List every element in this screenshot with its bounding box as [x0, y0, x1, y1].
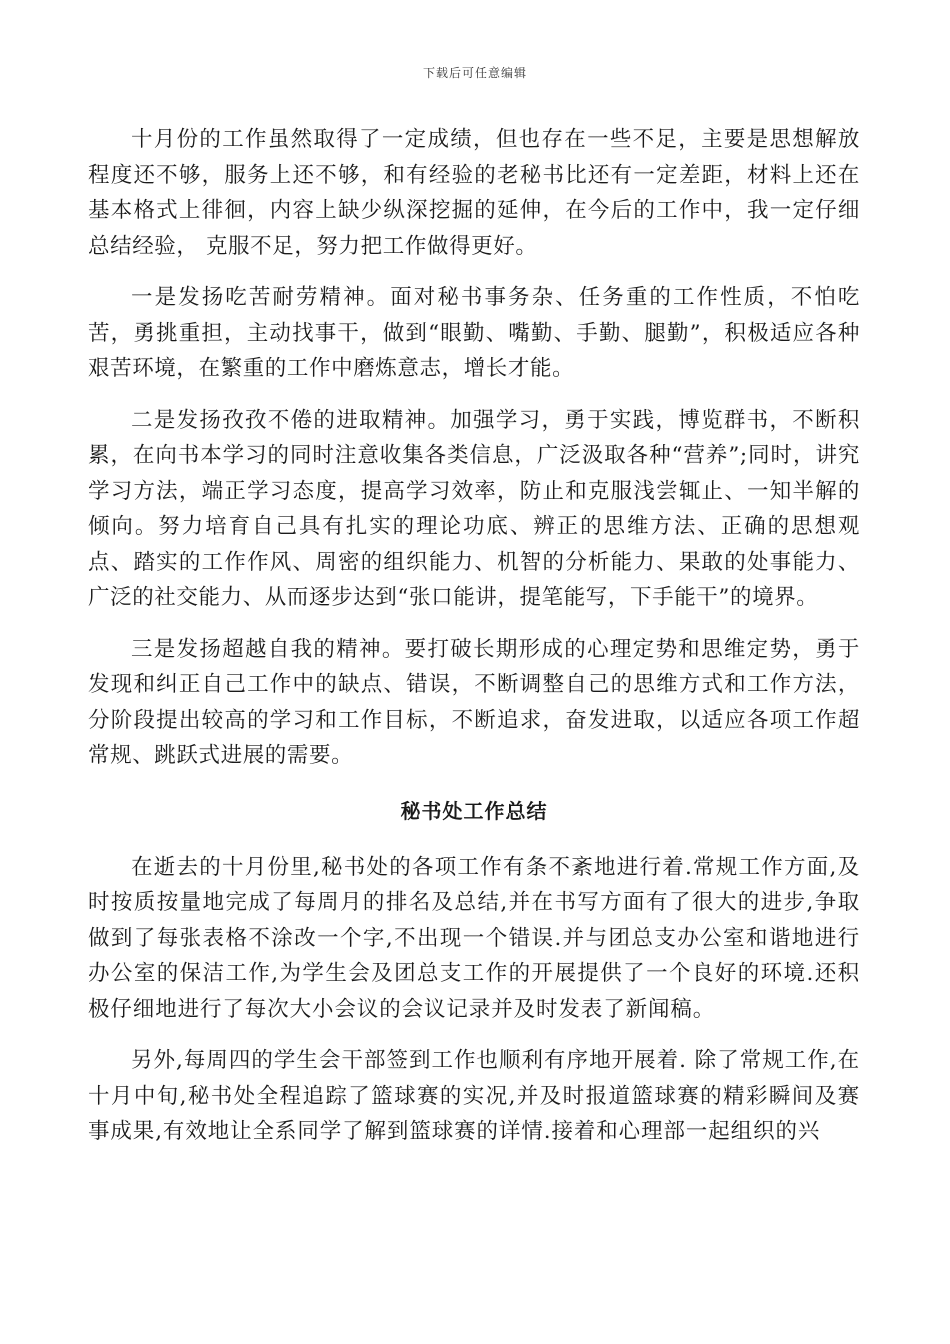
paragraph: 在逝去的十月份里,秘书处的各项工作有条不紊地进行着.常规工作方面,及时按质按量地完成了每周月的排名及总结,并在书写方面有了很大的进步,争取做到了每张表格不涂改一个字,不出现一个错误.并与团总支办公室和谐地进行办公室的保洁工作,为学生会及团总支工作的开展提供了一个良好的环境.还积极仔细地进行了每次大小会议的会议记录并及时发表了新闻稿。 — [88, 854, 860, 1022]
paragraph: 另外,每周四的学生会干部签到工作也顺利有序地开展着. 除了常规工作,在十月中旬,秘书处全程追踪了篮球赛的实况,并及时报道篮球赛的精彩瞬间及赛事成果,有效地让全系同学了解到篮球赛的详情.接着和心理部一起组织的兴 — [88, 1048, 860, 1144]
section-title: 秘书处工作总结 — [400, 798, 548, 823]
paragraph: 二是发扬孜孜不倦的进取精神。加强学习，勇于实践，博览群书，不断积累，在向书本学习的同时注意收集各类信息，广泛汲取各种“营养”;同时，讲究学习方法，端正学习态度，提高学习效率，防止和克服浅尝辄止、一知半解的倾向。努力培育自己具有扎实的理论功底、辨正的思维方法、正确的思想观点、踏实的工作作风、周密的组织能力、机智的分析能力、果敢的处事能力、广泛的社交能力、从而逐步达到“张口能讲，提笔能写，下手能干”的境界。 — [88, 407, 860, 610]
document-body — [88, 122, 860, 1150]
paragraph: 一是发扬吃苦耐劳精神。面对秘书事务杂、任务重的工作性质，不怕吃苦，勇挑重担，主动找事干，做到“眼勤、嘴勤、手勤、腿勤”，积极适应各种艰苦环境，在繁重的工作中磨炼意志，增长才能。 — [88, 285, 860, 381]
section-summary — [88, 122, 860, 774]
header-note: 下载后可任意编辑 — [422, 66, 527, 80]
section-secretariat — [88, 796, 860, 1150]
paragraph: 十月份的工作虽然取得了一定成绩，但也存在一些不足，主要是思想解放程度还不够，服务上还不够，和有经验的老秘书比还有一定差距，材料上还在基本格式上徘徊，内容上缺少纵深挖掘的延伸，在今后的工作中，我一定仔细总结经验， 克服不足，努力把工作做得更好。 — [88, 127, 860, 259]
paragraph: 三是发扬超越自我的精神。要打破长期形成的心理定势和思维定势，勇于发现和纠正自己工作中的缺点、错误，不断调整自己的思维方式和工作方法，分阶段提出较高的学习和工作目标，不断追求，奋发进取，以适应各项工作超常规、跳跃式进展的需要。 — [88, 636, 860, 768]
